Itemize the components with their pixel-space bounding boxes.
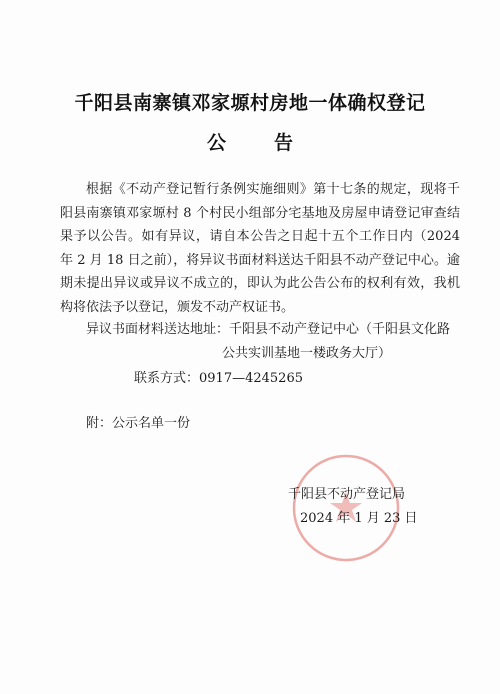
issue-date: 2024 年 1 月 23 日 xyxy=(300,511,418,526)
issuer-name: 千阳县不动产登记局 xyxy=(288,487,406,502)
address-line-2: 公共实训基地一楼政务大厅） xyxy=(222,346,392,361)
contact-phone: 联系方式：0917—4245265 xyxy=(134,371,303,386)
attachment-note: 附：公示名单一份 xyxy=(86,416,191,431)
address-line-1: 异议书面材料送达地址：千阳县不动产登记中心（千阳县文化路 xyxy=(86,322,451,337)
body-paragraph: 根据《不动产登记暂行条例实施细则》第十七条的规定，现将千阳县南寨镇邓家塬村 8 个村民小组部分宅基地及房屋申请登记审查结果予以公告。如有异议，请自本公告之日起十五个工作日内（2024 年 2 月 18 日之前），将异议书面材料送达千阳县不动产登记中心。逾期未提出异议或异议不成立的，即认为此公告公布的权利有效，我机构将依法予以登记，颁发不动产权证书。 xyxy=(60,182,460,315)
title-line-2: 公告 xyxy=(206,132,341,154)
title-line-1: 千阳县南寨镇邓家塬村房地一体确权登记 xyxy=(74,92,426,114)
